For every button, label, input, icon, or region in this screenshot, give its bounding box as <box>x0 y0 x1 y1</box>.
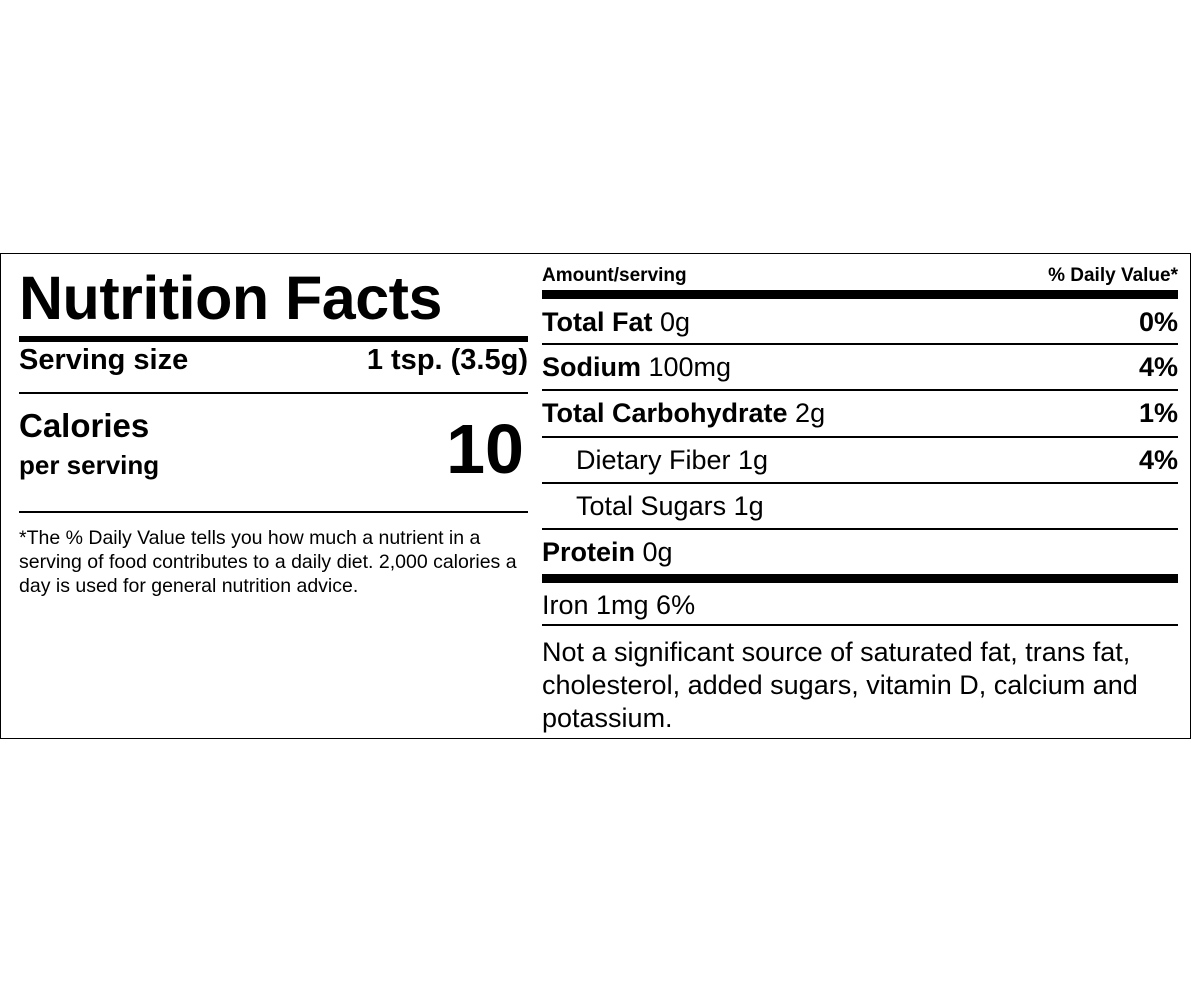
nutrient-name: Protein <box>542 537 643 567</box>
nutrient-daily-value: 0% <box>1138 307 1178 337</box>
label-right-column <box>542 254 1178 738</box>
nutrient-amount: 2g <box>795 398 826 428</box>
label-title: Nutrition Facts <box>19 264 442 332</box>
nutrient-name: Total Carbohydrate <box>542 398 796 428</box>
header-divider <box>542 290 1178 299</box>
row-divider <box>542 436 1178 438</box>
nutrient-amount: 100mg <box>648 352 732 382</box>
nutrient-name: Total Fat <box>542 307 660 337</box>
title-divider <box>19 336 528 342</box>
nutrient-daily-value: 4% <box>1138 352 1178 382</box>
nutrient-row-total-fat <box>542 309 1178 336</box>
nutrient-row-total-sugars <box>542 493 1178 520</box>
row-divider <box>542 624 1178 626</box>
nutrient-row-sodium <box>542 354 1178 381</box>
calories-value: 10 <box>446 410 524 488</box>
serving-size-label: Serving size <box>19 344 189 376</box>
calories-sublabel: per serving <box>19 450 160 480</box>
nutrient-daily-value: 1% <box>1138 398 1178 428</box>
calories-divider <box>19 511 528 513</box>
daily-value-footnote: *The % Daily Value tells you how much a nutrient in a serving of food contributes to a daily diet. 2,000 calories a day is used for general nutrition advice. <box>19 527 517 597</box>
row-divider <box>542 528 1178 530</box>
row-divider <box>542 482 1178 484</box>
nutrient-row-protein <box>542 539 1178 566</box>
amount-per-serving-header: Amount/serving <box>542 265 687 286</box>
iron-text: Iron 1mg 6% <box>542 590 696 620</box>
row-divider <box>542 389 1178 391</box>
nutrient-daily-value: 4% <box>1138 445 1178 475</box>
serving-size-value: 1 tsp. (3.5g) <box>366 344 528 376</box>
nutrient-amount: 0g <box>642 537 673 567</box>
daily-value-header: % Daily Value* <box>1048 265 1178 286</box>
amount-header-row <box>542 266 1178 285</box>
insignificant-source-note: Not a significant source of saturated fat, trans fat, cholesterol, added sugars, vitamin D, calcium and potassium. <box>542 637 1138 733</box>
nutrient-row-total-carbohydrate <box>542 400 1178 427</box>
protein-divider <box>542 574 1178 583</box>
nutrient-row-dietary-fiber <box>542 447 1178 474</box>
label-left-column <box>19 254 528 738</box>
nutrition-facts-label <box>0 253 1191 739</box>
iron-row <box>542 592 1178 619</box>
row-divider <box>542 343 1178 345</box>
serving-divider <box>19 392 528 394</box>
nutrient-amount: 0g <box>660 307 691 337</box>
nutrient-text: Dietary Fiber 1g <box>576 445 769 475</box>
serving-size-row <box>19 346 528 375</box>
calories-label: Calories <box>19 407 150 444</box>
nutrient-text: Total Sugars 1g <box>576 491 764 521</box>
nutrient-name: Sodium <box>542 352 649 382</box>
